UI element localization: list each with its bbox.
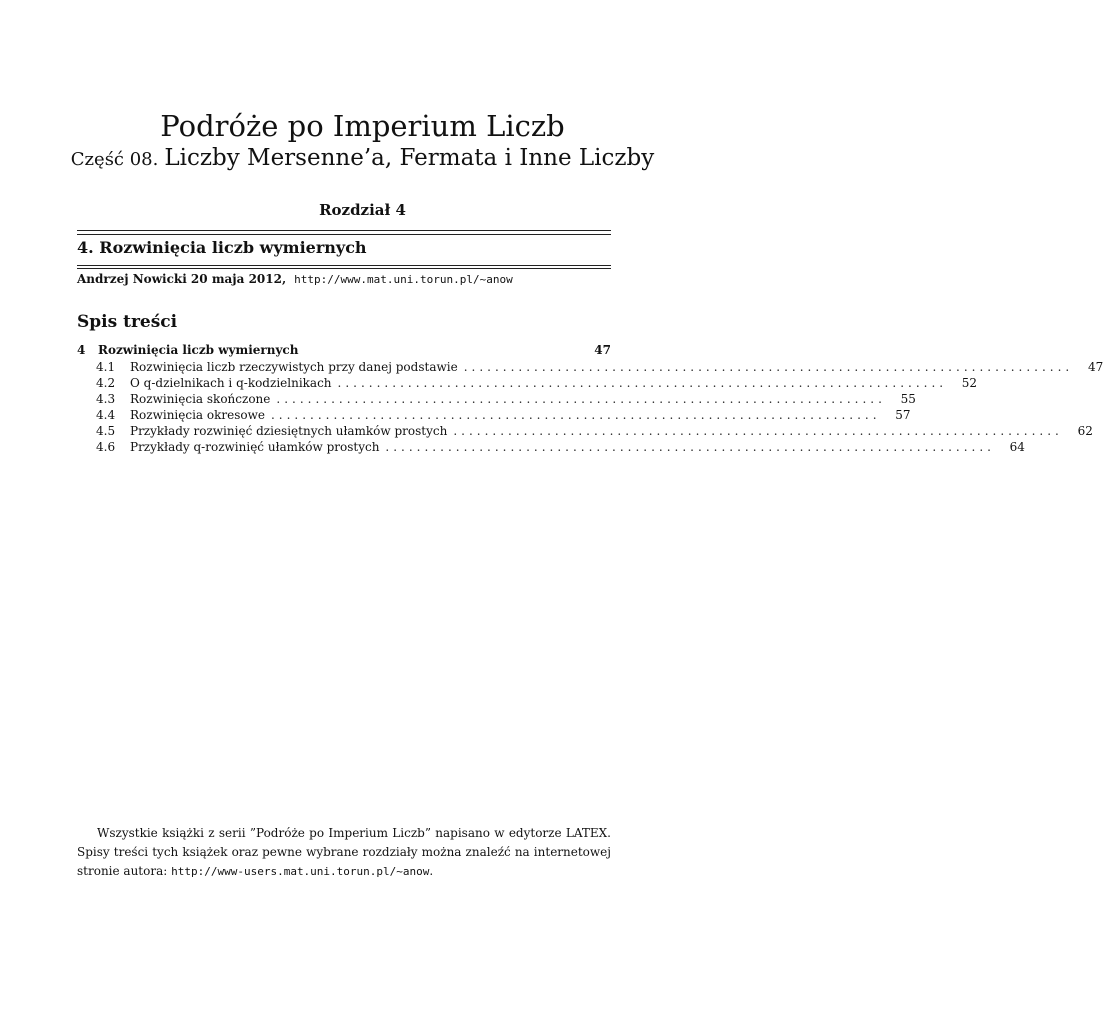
mid-rule-1	[77, 265, 611, 266]
toc-leader-dots: ..............................................................................	[337, 376, 948, 390]
toc-item-title: Rozwinięcia okresowe	[130, 408, 265, 422]
toc-item-page: 55	[900, 392, 916, 406]
toc-chapter-row[interactable]	[77, 342, 611, 359]
author-url[interactable]: http://www.mat.uni.torun.pl/~anow	[294, 273, 513, 286]
toc-item-title: Rozwinięcia skończone	[130, 392, 271, 406]
part-title	[70, 146, 655, 172]
toc-heading: Spis treści	[77, 312, 178, 332]
table-of-contents	[77, 342, 1103, 455]
toc-item-4-5[interactable]	[77, 423, 1093, 439]
section-heading: 4. Rozwinięcia liczb wymiernych	[77, 238, 367, 257]
top-rule-1	[77, 230, 611, 231]
book-title: Podróże po Imperium Liczb	[160, 109, 565, 143]
toc-item-page: 57	[895, 408, 911, 422]
toc-item-4-3[interactable]	[77, 391, 916, 407]
author-line	[77, 272, 513, 286]
footer-url[interactable]: http://www-users.mat.uni.torun.pl/~anow	[171, 865, 430, 878]
toc-item-page: 64	[1009, 440, 1025, 454]
author-date: Andrzej Nowicki 20 maja 2012,	[77, 272, 287, 286]
top-rule-2	[77, 234, 611, 235]
chapter-label: Rozdział 4	[319, 201, 406, 219]
toc-chapter-title: Rozwinięcia liczb wymiernych	[98, 343, 299, 357]
toc-item-page: 47	[1087, 360, 1103, 374]
toc-chapter-number: 4	[77, 343, 86, 357]
toc-item-4-1[interactable]	[77, 359, 1103, 375]
toc-leader-dots: ..............................................................................	[453, 424, 1063, 438]
toc-leader-dots: ..............................................................................	[463, 360, 1074, 374]
toc-item-page: 62	[1077, 424, 1093, 438]
part-name: Liczby Mersenne’a, Fermata i Inne Liczby	[164, 145, 655, 171]
toc-item-title: Przykłady rozwinięć dziesiętnych ułamków prostych	[130, 424, 448, 438]
toc-item-4-4[interactable]	[77, 407, 911, 423]
toc-leader-dots: ..............................................................................	[270, 408, 881, 422]
toc-item-page: 52	[961, 376, 978, 390]
toc-item-number: 4.2	[96, 376, 116, 390]
part-label: Część 08.	[70, 149, 159, 170]
toc-leader-dots: ..............................................................................	[385, 440, 995, 454]
toc-item-title: O q-dzielnikach i q-kodzielnikach	[130, 376, 332, 390]
toc-item-title: Przykłady q-rozwinięć ułamków prostych	[130, 440, 380, 454]
toc-item-number: 4.5	[96, 424, 116, 438]
toc-item-number: 4.6	[96, 440, 116, 454]
toc-item-4-2[interactable]	[77, 375, 978, 391]
toc-leader-dots: ..............................................................................	[276, 392, 886, 406]
toc-item-number: 4.1	[96, 360, 116, 374]
toc-chapter-page: 47	[594, 343, 611, 357]
footer-note	[77, 824, 611, 881]
footer-text: Wszystkie książki z serii ”Podróże po Imperium Liczb” napisano w edytorze LATEX. Spisy treści tych książek oraz pewne wybrane rozdziały można znaleźć na internetowej stronie autora:	[77, 826, 611, 878]
toc-item-number: 4.4	[96, 408, 116, 422]
toc-item-number: 4.3	[96, 392, 116, 406]
toc-item-title: Rozwinięcia liczb rzeczywistych przy danej podstawie	[130, 360, 458, 374]
mid-rule-2	[77, 268, 611, 269]
toc-item-4-6[interactable]	[77, 439, 1025, 455]
footer-end: .	[429, 864, 434, 878]
